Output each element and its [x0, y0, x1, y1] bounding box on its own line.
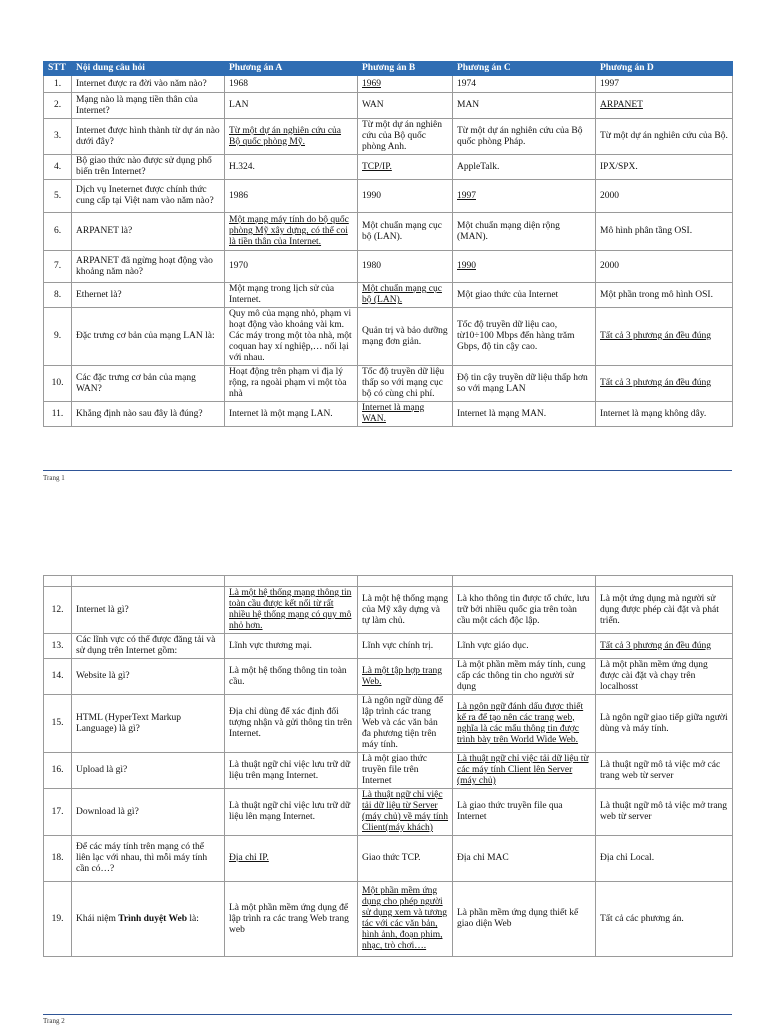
question-number — [44, 308, 72, 366]
option-b-text: 1990 — [362, 190, 381, 201]
option-a — [225, 789, 358, 836]
question-text-text: HTML (HyperText Markup Language) là gì? — [76, 712, 182, 734]
option-c — [453, 753, 596, 789]
option-a-text: 1970 — [229, 261, 248, 271]
question-text-text: Internet được hình thành từ dự án nào dưới đây? — [76, 125, 220, 147]
option-b — [358, 213, 453, 251]
question-text — [72, 753, 225, 789]
question-text — [72, 402, 225, 427]
option-c — [453, 587, 596, 634]
question-number — [44, 251, 72, 283]
option-a-text: Internet là một mạng LAN. — [229, 408, 333, 419]
question-number-text: 1. — [53, 78, 62, 89]
table-row — [44, 695, 733, 753]
question-text — [72, 308, 225, 366]
option-d — [596, 283, 733, 308]
option-a — [225, 93, 358, 119]
question-text — [72, 251, 225, 283]
question-text-text: Đặc trưng cơ bản của mạng LAN là: — [76, 331, 215, 341]
option-b — [358, 587, 453, 634]
option-a — [225, 882, 358, 957]
question-text — [72, 213, 225, 251]
question-number-text: 3. — [53, 131, 62, 141]
header-stt: STT — [44, 62, 72, 76]
option-b-text: Một phần mềm ứng dụng cho phép người sử dụng xem và tương tác với các văn bản, hình ảnh, đoạn phim, nhạc, trò chơi…. — [362, 886, 447, 951]
question-number-text: 14. — [51, 671, 64, 681]
table-row — [44, 251, 733, 283]
option-d-text: IPX/SPX. — [600, 161, 638, 172]
option-d-text: Mô hình phân tầng OSI. — [600, 226, 693, 236]
option-d — [596, 155, 733, 180]
question-number — [44, 836, 72, 882]
question-text-text: Bộ giao thức nào được sử dụng phổ biến trên Internet? — [76, 156, 212, 177]
option-d — [596, 587, 733, 634]
question-text — [72, 789, 225, 836]
option-d — [596, 695, 733, 753]
option-a — [225, 634, 358, 659]
option-d — [596, 634, 733, 659]
option-b — [358, 251, 453, 283]
page-2-footer: Trang 2 — [43, 1017, 65, 1025]
option-c-text: Từ một dự án nghiên cứu của Bộ quốc phòng Pháp. — [457, 125, 583, 147]
option-b — [358, 695, 453, 753]
option-a-text: Là thuật ngữ chỉ việc lưu trữ dữ liệu lên mạng Internet. — [229, 801, 351, 822]
question-number — [44, 93, 72, 119]
option-c-text: Internet là mạng MAN. — [457, 408, 547, 419]
option-d-text: 2000 — [600, 190, 619, 201]
question-number-text: 2. — [53, 100, 62, 110]
option-c — [453, 119, 596, 155]
question-text-text: ARPANET đã ngừng hoạt động vào khoảng năm nào? — [76, 255, 213, 277]
option-d — [596, 93, 733, 119]
option-d — [596, 789, 733, 836]
header-question: Nội dung câu hỏi — [72, 62, 225, 76]
option-b — [358, 283, 453, 308]
question-table — [43, 61, 733, 427]
header-option-c: Phương án C — [453, 62, 596, 76]
table-row — [44, 882, 733, 957]
question-number-text: 18. — [51, 853, 64, 863]
option-a-text: Là một hệ thống thông tin toàn cầu. — [229, 665, 347, 687]
option-a — [225, 587, 358, 634]
table-row — [44, 789, 733, 836]
option-a — [225, 753, 358, 789]
option-a-text: Là một hệ thống mạng thông tin toàn cầu được kết nối từ rất nhiều hệ thống mạng có quy mô nhỏ hơn. — [229, 588, 352, 631]
quiz-table-page-2 — [43, 575, 732, 957]
option-d — [596, 836, 733, 882]
header-option-a: Phương án A — [225, 62, 358, 76]
option-b — [358, 155, 453, 180]
question-number — [44, 789, 72, 836]
option-b-text: Là một hệ thống mạng của Mỹ xây dựng và tự làm chủ. — [362, 593, 449, 626]
option-d-text: Là thuật ngữ mô tả việc mở trang web từ server — [600, 801, 728, 822]
option-c-text: 1990 — [457, 261, 476, 271]
option-c — [453, 402, 596, 427]
option-c — [453, 180, 596, 213]
option-b-text: Một chuẩn mạng cục bộ (LAN). — [362, 284, 442, 305]
option-a-text: Một mạng máy tính do bộ quốc phòng Mỹ xây dựng, có thể coi là tiền thân của Internet. — [229, 215, 349, 247]
option-b — [358, 93, 453, 119]
option-a-text: H.324. — [229, 161, 255, 172]
option-a-text: Một mạng trong lịch sử của Internet. — [229, 284, 335, 305]
option-b — [358, 402, 453, 427]
question-number-text: 15. — [51, 718, 64, 728]
option-d-text: Một phần trong mô hình OSI. — [600, 289, 713, 300]
question-text — [72, 283, 225, 308]
question-text-text: Các lĩnh vực có thể được đăng tải và sử dụng trên Internet gồm: — [76, 635, 216, 656]
option-a — [225, 402, 358, 427]
page-1-footer: Trang 1 — [43, 474, 65, 482]
table-row — [44, 587, 733, 634]
question-number-text: 6. — [53, 226, 62, 236]
table-row — [44, 93, 733, 119]
question-number — [44, 76, 72, 93]
option-c-text: Là giao thức truyền file qua Internet — [457, 801, 563, 822]
option-a — [225, 213, 358, 251]
option-b-text: Là một tập hợp trang Web. — [362, 665, 442, 687]
option-d-text: Từ một dự án nghiên cứu của Bộ. — [600, 131, 728, 141]
option-b — [358, 882, 453, 957]
table-header-row — [44, 62, 733, 76]
question-text — [72, 836, 225, 882]
question-number — [44, 119, 72, 155]
option-d-text: 2000 — [600, 261, 619, 271]
question-number-text: 12. — [51, 604, 64, 615]
question-text-text: Dịch vụ Ineternet được chính thức cung cấp tại Việt nam vào năm nào? — [76, 185, 214, 206]
question-number-text: 17. — [51, 806, 64, 817]
option-a — [225, 119, 358, 155]
option-c-text: Là phần mềm ứng dụng thiết kế giao diện Web — [457, 908, 579, 929]
option-d — [596, 251, 733, 283]
question-number-text: 16. — [51, 765, 64, 775]
option-c-text: Độ tin cậy truyền dữ liệu thấp hơn so với mạng LAN — [457, 372, 588, 394]
table-row — [44, 402, 733, 427]
option-b-text: Từ một dự án nghiên cứu của Bộ quốc phòng Anh. — [362, 120, 442, 152]
question-number — [44, 283, 72, 308]
option-c-text: Lĩnh vực giáo dục. — [457, 640, 529, 651]
question-text-text: ARPANET là? — [76, 226, 133, 236]
option-b — [358, 366, 453, 402]
question-number — [44, 753, 72, 789]
option-b-text: Là thuật ngữ chỉ việc tải dữ liệu từ Server (máy chủ) về máy tính Client(máy khách) — [362, 790, 449, 833]
question-number — [44, 155, 72, 180]
option-d-text: Là một ứng dụng mà người sử dụng được phép cài đặt và phát triển. — [600, 593, 719, 626]
option-d-text: Là thuật ngữ mô tả việc mở các trang web từ server — [600, 759, 721, 781]
option-b-text: Là ngôn ngữ dùng để lập trình các trang Web và các văn bản đa phương tiện trên máy tính. — [362, 696, 444, 750]
option-d-text: Tất cả 3 phương án đều đúng — [600, 378, 711, 388]
option-a-text: LAN — [229, 100, 249, 110]
option-d — [596, 402, 733, 427]
option-d — [596, 753, 733, 789]
option-b-text: TCP/IP. — [362, 161, 392, 172]
question-text-pre: Khái niệm — [76, 913, 119, 924]
question-text — [72, 76, 225, 93]
option-b-text: Giao thức TCP. — [362, 853, 421, 863]
option-d-text: 1997 — [600, 78, 619, 89]
option-c-text: Một giao thức của Internet — [457, 289, 559, 300]
table-row — [44, 659, 733, 695]
option-c — [453, 366, 596, 402]
question-text-text: Website là gì? — [76, 671, 130, 681]
option-a — [225, 180, 358, 213]
table-row — [44, 180, 733, 213]
question-text-bold: Trình duyệt Web — [118, 913, 188, 924]
option-c — [453, 213, 596, 251]
option-d — [596, 366, 733, 402]
option-a — [225, 283, 358, 308]
option-c — [453, 695, 596, 753]
option-c — [453, 283, 596, 308]
option-b-text: Là một giao thức truyền file trên Internet — [362, 754, 428, 786]
question-number-text: 7. — [53, 261, 62, 271]
question-text — [72, 695, 225, 753]
table-row — [44, 308, 733, 366]
option-b-text: 1980 — [362, 261, 381, 271]
table-row — [44, 119, 733, 155]
option-d-text: Tất cả các phương án. — [600, 913, 684, 924]
option-c-text: Là thuật ngữ chỉ việc tải dữ liệu từ các máy tính Client lên Server (máy chủ) — [457, 754, 589, 786]
question-text-text: Ethernet là? — [76, 289, 122, 300]
option-a-text: 1986 — [229, 190, 248, 201]
question-number-text: 9. — [53, 331, 62, 341]
option-a-text: Địa chỉ dùng để xác định đối tượng nhận và gửi thông tin trên Internet. — [229, 707, 352, 739]
option-a-text: Quy mô của mạng nhỏ, phạm vi hoạt động vào khoảng vài km. Các máy trong một tòa nhà, một coquan hay xí nghiệp,… nối lại với nhau. — [229, 309, 352, 363]
question-number — [44, 402, 72, 427]
question-text-text: Mạng nào là mạng tiền thân của Internet? — [76, 94, 198, 116]
option-d-text: ARPANET — [600, 100, 643, 110]
option-d — [596, 213, 733, 251]
option-c-text: Tốc độ truyền dữ liệu cao, từ10÷100 Mbps đến hàng trăm Gbps, độ tin cậy cao. — [457, 320, 575, 352]
option-d-text: Là ngôn ngữ giao tiếp giữa người dùng và máy tính. — [600, 712, 728, 734]
option-a — [225, 308, 358, 366]
option-c — [453, 308, 596, 366]
option-a-text: Từ một dự án nghiên cứu của Bộ quốc phòng Mỹ. — [229, 125, 342, 147]
table-row — [44, 366, 733, 402]
question-text — [72, 155, 225, 180]
header-option-b: Phương án B — [358, 62, 453, 76]
option-b — [358, 634, 453, 659]
option-b — [358, 659, 453, 695]
question-number — [44, 882, 72, 957]
question-text-text: Internet được ra đời vào năm nào? — [76, 78, 207, 89]
option-b-text: Lĩnh vực chính trị. — [362, 640, 434, 651]
question-number — [44, 659, 72, 695]
option-a-text: Là thuật ngữ chỉ việc lưu trữ dữ liệu trên mạng Internet. — [229, 759, 351, 781]
option-b — [358, 119, 453, 155]
option-c-text: AppleTalk. — [457, 161, 500, 172]
option-a — [225, 76, 358, 93]
option-d — [596, 76, 733, 93]
option-d — [596, 659, 733, 695]
option-c-text: Địa chỉ MAC — [457, 853, 509, 863]
table-row — [44, 76, 733, 93]
option-a-text: Địa chỉ IP. — [229, 853, 269, 863]
option-b — [358, 76, 453, 93]
question-number-text: 11. — [51, 408, 64, 419]
option-c-text: 1997 — [457, 190, 476, 201]
option-c — [453, 789, 596, 836]
option-b-text: WAN — [362, 100, 384, 110]
question-text — [72, 180, 225, 213]
option-c — [453, 93, 596, 119]
option-b — [358, 753, 453, 789]
option-b — [358, 180, 453, 213]
table-row — [44, 283, 733, 308]
option-a-text: 1968 — [229, 78, 248, 89]
quiz-table-page-1 — [43, 61, 732, 427]
table-row — [44, 753, 733, 789]
option-c — [453, 882, 596, 957]
question-table — [43, 575, 733, 957]
option-c-text: Là ngôn ngữ đánh dấu được thiết kế ra để tạo nên các trang web, nghĩa là các mẩu thông tin được trình bày trên World Wide Web. — [457, 701, 584, 745]
option-b-text: Internet là mạng WAN. — [362, 403, 425, 424]
page-1-footer-rule — [43, 470, 732, 471]
option-c-text: Một chuẩn mạng diện rộng (MAN). — [457, 220, 560, 242]
option-a — [225, 251, 358, 283]
question-number — [44, 366, 72, 402]
option-b-text: Quản trị và bảo dưỡng mạng đơn giản. — [362, 325, 448, 347]
question-number-text: 4. — [53, 161, 62, 172]
option-b — [358, 308, 453, 366]
question-number — [44, 213, 72, 251]
question-number-text: 8. — [53, 289, 62, 300]
question-text-post: là: — [187, 913, 199, 924]
question-number — [44, 587, 72, 634]
option-b-text: Tốc độ truyền dữ liệu thấp so với mạng cục bộ có cùng chi phí. — [362, 367, 445, 399]
question-number-text: 13. — [51, 640, 64, 651]
question-number — [44, 634, 72, 659]
option-d-text: Địa chỉ Local. — [600, 853, 655, 863]
question-number-text: 19. — [51, 913, 64, 924]
option-d — [596, 308, 733, 366]
option-a — [225, 695, 358, 753]
question-text — [72, 119, 225, 155]
option-d — [596, 119, 733, 155]
option-b-text: Một chuẩn mạng cục bộ (LAN). — [362, 220, 442, 242]
option-c-text: Là một phần mềm máy tính, cung cấp các thông tin cho người sử dụng — [457, 660, 586, 692]
question-text-text: Internet là gì? — [76, 604, 129, 615]
option-a-text: Hoạt động trên phạm vi địa lý rộng, ra ngoài phạm vi một tòa nhà — [229, 367, 347, 399]
option-a-text: Lĩnh vực thương mại. — [229, 640, 312, 651]
option-c — [453, 76, 596, 93]
question-text — [72, 93, 225, 119]
question-text — [72, 882, 225, 957]
option-d — [596, 180, 733, 213]
option-b-text: 1969 — [362, 78, 381, 89]
question-text — [72, 366, 225, 402]
option-a — [225, 659, 358, 695]
option-d-text: Là một phần mềm ứng dụng được cài đặt và chạy trên localhosst — [600, 660, 708, 692]
option-b — [358, 789, 453, 836]
option-c-text: Là kho thông tin được tổ chức, lưu trữ bởi nhiều quốc gia trên toàn cầu một cách độc lập. — [457, 593, 590, 626]
question-number-text: 10. — [51, 378, 64, 388]
option-d-text: Tất cả 3 phương án đều đúng — [600, 331, 711, 341]
option-d-text: Tất cả 3 phương án đều đúng — [600, 640, 711, 651]
option-a-text: Là một phần mềm ứng dụng để lập trình ra các trang Web trang web — [229, 902, 349, 935]
question-text — [72, 659, 225, 695]
question-text — [72, 634, 225, 659]
option-c-text: MAN — [457, 100, 480, 110]
option-a — [225, 155, 358, 180]
option-b — [358, 836, 453, 882]
table-row — [44, 634, 733, 659]
question-text-text: Để các máy tính trên mạng có thể liên lạc với nhau, thì mỗi máy tính cần có…? — [76, 842, 208, 874]
option-a — [225, 836, 358, 882]
question-text — [72, 587, 225, 634]
header-option-d: Phương án D — [596, 62, 733, 76]
option-c — [453, 659, 596, 695]
option-c-text: 1974 — [457, 78, 476, 89]
question-number — [44, 695, 72, 753]
page-2-footer-rule — [43, 1014, 732, 1015]
option-a — [225, 366, 358, 402]
question-text-text: Khẳng định nào sau đây là đúng? — [76, 408, 203, 419]
question-text-text: Download là gì? — [76, 806, 139, 817]
table-row — [44, 213, 733, 251]
question-text-text: Upload là gì? — [76, 765, 128, 775]
option-d — [596, 882, 733, 957]
option-c — [453, 634, 596, 659]
table-row — [44, 836, 733, 882]
option-c — [453, 836, 596, 882]
table-row — [44, 155, 733, 180]
spacer-row — [44, 576, 733, 587]
question-number-text: 5. — [53, 190, 62, 201]
option-c — [453, 251, 596, 283]
question-number — [44, 180, 72, 213]
option-c — [453, 155, 596, 180]
question-text-text: Các đặc trưng cơ bản của mạng WAN? — [76, 372, 196, 394]
option-d-text: Internet là mạng không dây. — [600, 408, 707, 419]
